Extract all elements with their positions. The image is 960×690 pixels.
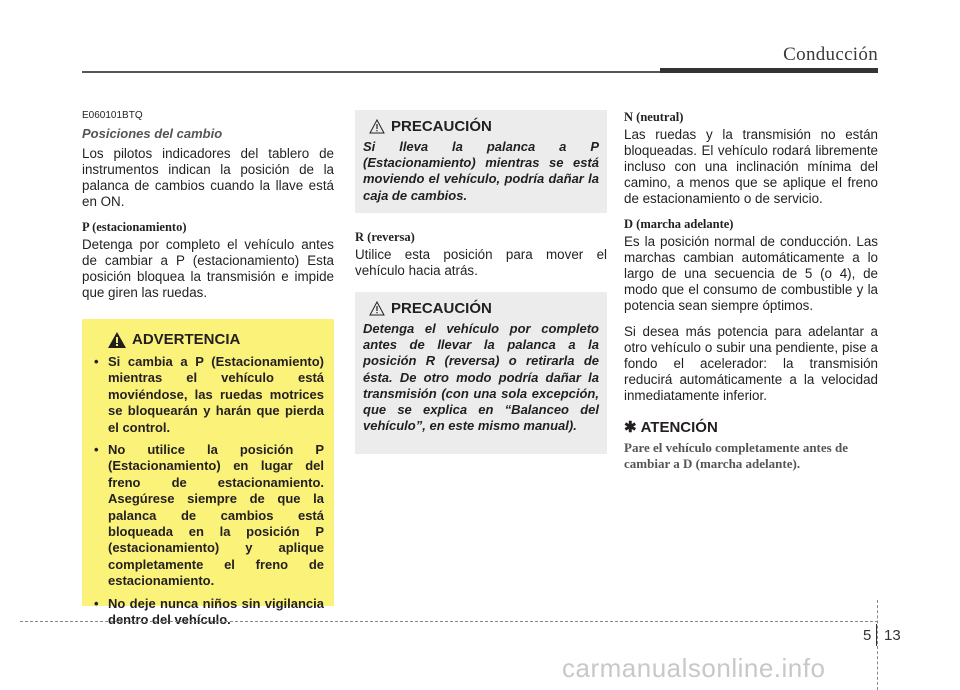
attention-title bbox=[624, 418, 878, 436]
watermark: carmanualsonline.info bbox=[562, 653, 826, 683]
attention-title-text: ATENCIÓN bbox=[640, 418, 718, 436]
caution-title bbox=[369, 118, 599, 135]
header-rule-accent bbox=[660, 68, 878, 73]
warning-triangle-icon bbox=[108, 332, 126, 348]
warning-list bbox=[92, 354, 324, 629]
attention-text: Pare el vehículo completamente antes de cambiar a D (marcha adelante). bbox=[624, 440, 848, 471]
term-r: R (reversa) bbox=[355, 230, 415, 244]
section-number: 5 bbox=[863, 627, 872, 644]
p-paragraph: Detenga por completo el vehículo antes de cambiar a P (estacionamiento) Esta posición bloquea la transmisión e impide que giren las ruedas. bbox=[82, 237, 334, 300]
caution-triangle-icon bbox=[369, 119, 385, 134]
r-paragraph: Utilice esta posición para mover el vehículo hacia atrás. bbox=[355, 247, 607, 278]
warning-title-text: ADVERTENCIA bbox=[132, 331, 241, 348]
page-number: 13 bbox=[884, 627, 901, 644]
term-n: N (neutral) bbox=[624, 110, 684, 124]
term-p: P (estacionamiento) bbox=[82, 220, 187, 234]
caution-title bbox=[369, 300, 599, 317]
caution-box-2 bbox=[355, 292, 607, 454]
n-paragraph: Las ruedas y la transmisión no están bloqueadas. El vehículo rodará libremente incluso con una inclinación mínima del camino, a menos que se aplique el freno de estacionamiento o de servicio. bbox=[624, 127, 878, 206]
warning-item: • Si cambia a P (Estacionamiento) mientras el vehículo está moviéndose, las ruedas motrices se bloquearán y harán que pierda el control. bbox=[92, 354, 324, 436]
d-paragraph-1: Es la posición normal de conducción. Las marchas cambian automáticamente a lo largo de una secuencia de 5 (o 4), de modo que el consumo de combustible y la potencia sean siempre óptimos. bbox=[624, 234, 878, 313]
caution-triangle-icon bbox=[369, 301, 385, 316]
caution-box-1 bbox=[355, 110, 607, 213]
header-rule bbox=[82, 71, 662, 73]
warning-title bbox=[108, 331, 324, 348]
warning-item: • No utilice la posición P (Estacionamiento) en lugar del freno de estacionamiento. Asegúrese siempre de que la palanca de cambios está bloqueada en la posición P (estacionamiento) y aplique completamente el freno de estacionamiento. bbox=[92, 442, 324, 590]
section-code: E060101BTQ bbox=[82, 110, 143, 121]
column-middle bbox=[355, 230, 607, 289]
section-heading: Posiciones del cambio bbox=[82, 126, 223, 141]
caution-text: Si lleva la palanca a P (Estacionamiento) mientras se está moviendo el vehículo, podría dañar la caja de cambios. bbox=[363, 139, 599, 203]
caution-title-text: PRECAUCIÓN bbox=[391, 118, 492, 135]
intro-paragraph: Los pilotos indicadores del tablero de instrumentos indican la posición de la palanca de cambios cuando la llave está en ON. bbox=[82, 146, 334, 209]
asterisk-icon: ✱ bbox=[624, 419, 637, 436]
column-right bbox=[624, 110, 878, 472]
caution-title-text: PRECAUCIÓN bbox=[391, 300, 492, 317]
warning-item: • No deje nunca niños sin vigilancia dentro del vehículo. bbox=[92, 596, 324, 629]
term-d: D (marcha adelante) bbox=[624, 217, 734, 231]
page-header-title: Conducción bbox=[783, 44, 878, 65]
page-number-divider bbox=[876, 624, 877, 646]
footer-divider-line bbox=[877, 600, 878, 690]
footer-rule bbox=[20, 621, 878, 622]
column-left bbox=[82, 110, 334, 311]
caution-text: Detenga el vehículo por completo antes de llevar la palanca a la posición R (reversa) o retirarla de ésta. De otro modo podría dañar la transmisión (con una sola excepción, que se explica en “Balanceo del vehículo”, en este mismo manual). bbox=[363, 321, 599, 434]
d-paragraph-2: Si desea más potencia para adelantar a otro vehículo o subir una pendiente, pise a fondo el acelerador: la transmisión reducirá automáticamente a la velocidad inmediatamente inferior. bbox=[624, 324, 878, 403]
warning-box bbox=[82, 319, 334, 628]
